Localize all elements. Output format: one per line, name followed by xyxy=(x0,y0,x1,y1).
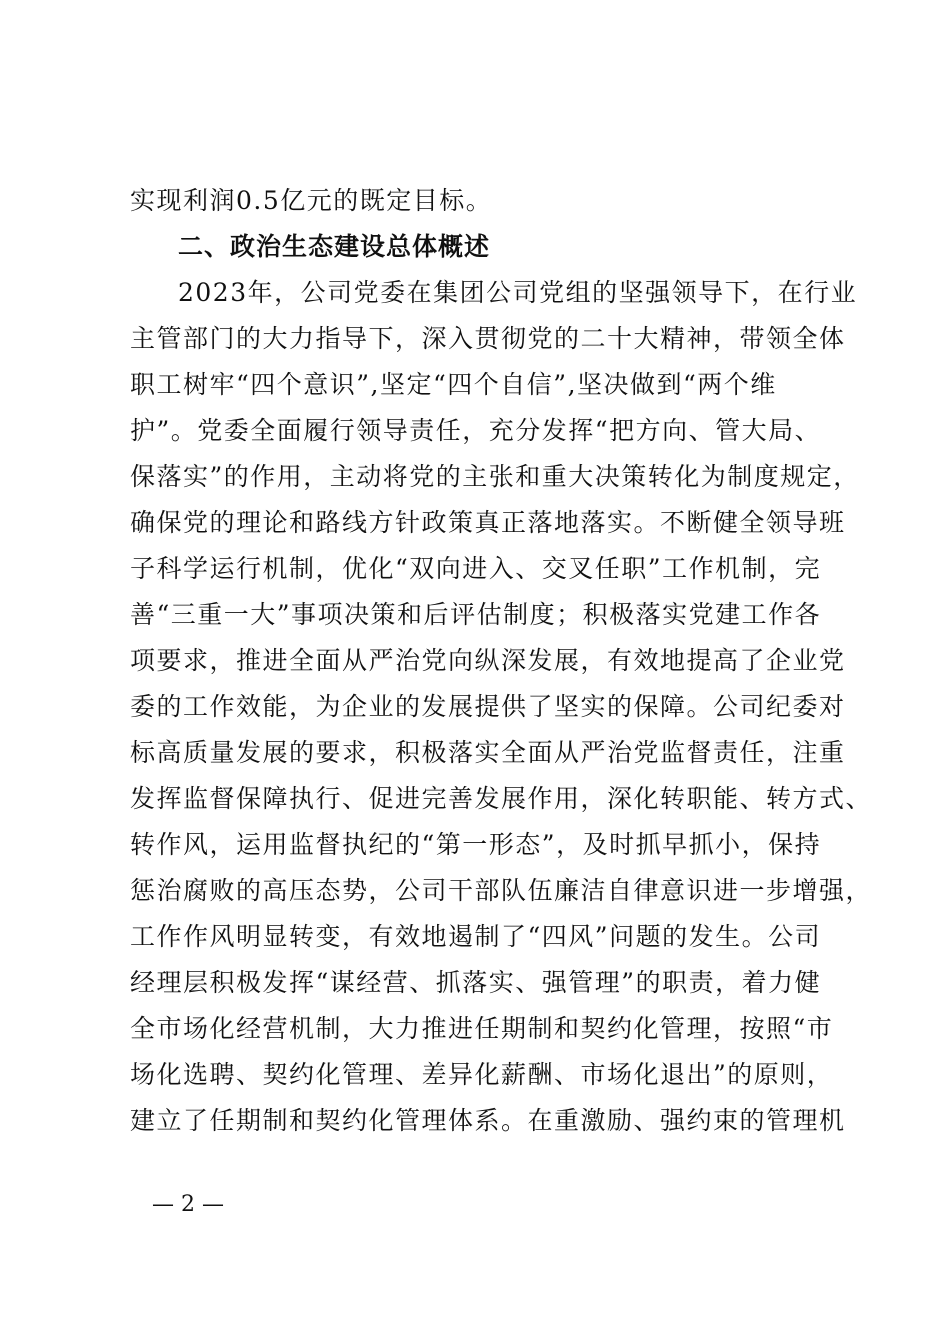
text-line: 发挥监督保障执行、促进完善发展作用，深化转职能、转方式、 xyxy=(130,784,873,813)
text-line: 护”。党委全面履行领导责任，充分发挥“把方向、管大局、 xyxy=(130,416,822,445)
text-line: 保落实”的作用，主动将党的主张和重大决策转化为制度规定， xyxy=(130,462,860,491)
text-line: 惩治腐败的高压态势，公司干部队伍廉洁自律意识进一步增强， xyxy=(130,876,873,905)
text-line: 经理层积极发挥“谋经营、抓落实、强管理”的职责，着力健 xyxy=(130,968,822,997)
text-line: 工作作风明显转变，有效地遏制了“四风”问题的发生。公司 xyxy=(130,922,822,951)
text-line: 主管部门的大力指导下，深入贯彻党的二十大精神，带领全体 xyxy=(130,324,846,353)
text-line: 全市场化经营机制，大力推进任期制和契约化管理，按照“市 xyxy=(130,1014,834,1043)
text-line: 项要求，推进全面从严治党向纵深发展，有效地提高了企业党 xyxy=(130,646,846,675)
text-line: 子科学运行机制，优化“双向进入、交叉任职”工作机制，完 xyxy=(130,554,822,583)
paragraph-first-line: 2023年，公司党委在集团公司党组的坚强领导下，在行业 xyxy=(178,278,858,307)
text-line: 标高质量发展的要求，积极落实全面从严治党监督责任，注重 xyxy=(130,738,846,767)
text-line: 职工树牢“四个意识”,坚定“四个自信”,坚决做到“两个维 xyxy=(130,370,777,399)
text-line: 善“三重一大”事项决策和后评估制度；积极落实党建工作各 xyxy=(130,600,822,629)
text-line: 场化选聘、契约化管理、差异化薪酬、市场化退出”的原则， xyxy=(130,1060,834,1089)
page-number: — 2 — xyxy=(152,1192,224,1217)
text-line: 确保党的理论和路线方针政策真正落地落实。不断健全领导班 xyxy=(130,508,846,537)
text-line: 委的工作效能，为企业的发展提供了坚实的保障。公司纪委对 xyxy=(130,692,846,721)
text-line: 转作风，运用监督执纪的“第一形态”，及时抓早抓小，保持 xyxy=(130,830,822,859)
text-line: 实现利润0.5亿元的既定目标。 xyxy=(130,186,493,215)
section-heading: 二、政治生态建设总体概述 xyxy=(178,232,491,261)
text-line: 建立了任期制和契约化管理体系。在重激励、强约束的管理机 xyxy=(130,1106,846,1135)
